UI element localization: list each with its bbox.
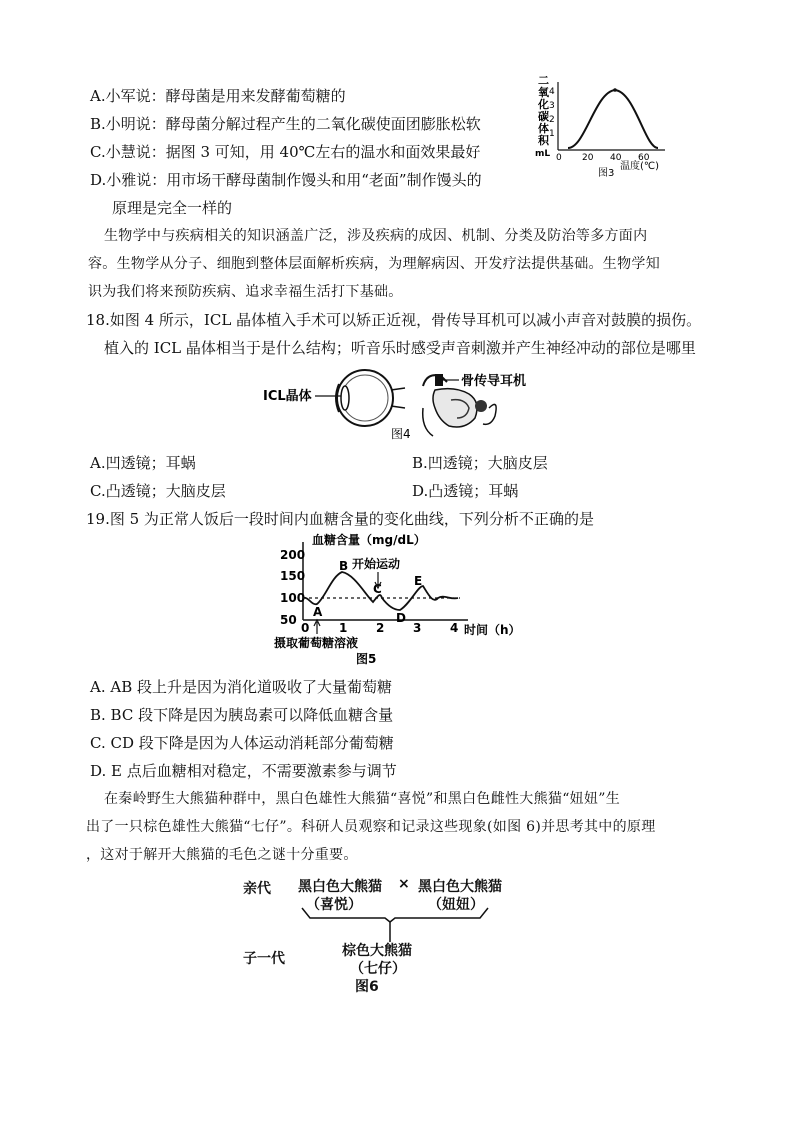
passage1-line2: 容。生物学从分子、细胞到整体层面解析疾病，为理解病因、开发疗法提供基础。生物学知 bbox=[88, 256, 660, 272]
fig6-father-name: （喜悦） bbox=[306, 897, 362, 913]
fig4-caption: 图4 bbox=[391, 427, 411, 441]
fig5-caption: 图5 bbox=[356, 652, 377, 666]
fig6-child-label: 子一代 bbox=[243, 951, 285, 967]
fig5-ytick-150: 150 bbox=[280, 569, 306, 583]
fig3-xtick-0: 0 bbox=[556, 153, 562, 163]
fig5-point-c: C bbox=[373, 582, 382, 596]
fig6-child-name: （七仔） bbox=[350, 961, 406, 977]
fig3-xtick-40: 40 bbox=[610, 153, 622, 163]
q18-option-b: B.凹透镜；大脑皮层 bbox=[412, 454, 548, 472]
fig3-caption: 图3 bbox=[598, 168, 615, 179]
passage2-line2: 出了一只棕色雄性大熊猫“七仔”。科研人员观察和记录这些现象(如图 6)并思考其中的原理 bbox=[86, 819, 656, 835]
fig5-point-d: D bbox=[396, 611, 406, 625]
fig4-label-icl: ICL晶体 bbox=[263, 389, 312, 404]
fig3-ytick-2: 2 bbox=[549, 115, 555, 125]
fig5-xtick-2: 2 bbox=[376, 621, 385, 635]
fig6-caption: 图6 bbox=[355, 979, 379, 995]
q18-option-a: A.凹透镜；耳蜗 bbox=[90, 454, 196, 472]
passage1-line1: 生物学中与疾病相关的知识涵盖广泛，涉及疾病的成因、机制、分类及防治等多方面内 bbox=[104, 228, 648, 244]
q17-option-a: A.小军说：酵母菌是用来发酵葡萄糖的 bbox=[90, 87, 346, 105]
figure-4-eye-ear bbox=[255, 368, 555, 443]
fig5-point-b: B bbox=[339, 559, 349, 573]
fig5-ytick-100: 100 bbox=[280, 591, 306, 605]
q17-option-c: C.小慧说：据图 3 可知，用 40℃左右的温水和面效果最好 bbox=[90, 143, 481, 161]
fig6-mother: 黑白色大熊猫 bbox=[418, 879, 502, 895]
fig3-ylabel-unit: mL bbox=[535, 149, 551, 159]
figure-3-co2-chart bbox=[530, 72, 690, 182]
fig5-xtick-0: 0 bbox=[301, 621, 310, 635]
q19-option-b: B. BC 段下降是因为胰岛素可以降低血糖含量 bbox=[90, 706, 394, 724]
fig5-annot-exercise: 开始运动 bbox=[352, 557, 401, 571]
fig6-father: 黑白色大熊猫 bbox=[298, 879, 382, 895]
q17-option-d: D.小雅说：用市场干酵母菌制作馒头和用“老面”制作馒头的 bbox=[90, 171, 482, 189]
q18-stem-line1: 18.如图 4 所示，ICL 晶体植入手术可以矫正近视，骨传导耳机可以减小声音对鼓膜的损伤。 bbox=[86, 311, 702, 329]
fig3-ytick-4: 4 bbox=[549, 87, 555, 97]
figure-5-blood-glucose-chart bbox=[270, 530, 530, 668]
fig5-point-e: E bbox=[414, 574, 423, 588]
fig3-curve bbox=[568, 90, 658, 148]
q17-option-d-cont: 原理是完全一样的 bbox=[112, 199, 233, 217]
fig5-xtick-3: 3 bbox=[413, 621, 422, 635]
q19-option-d: D. E 点后血糖相对稳定，不需要激素参与调节 bbox=[90, 762, 397, 780]
q18-option-d: D.凸透镜；耳蜗 bbox=[412, 482, 519, 500]
fig6-parent-label: 亲代 bbox=[243, 881, 271, 897]
fig3-ylabel-c6: 积 bbox=[538, 134, 549, 147]
fig6-mother-name: （妞妞） bbox=[428, 897, 484, 913]
q19-option-a: A. AB 段上升是因为消化道吸收了大量葡萄糖 bbox=[90, 678, 392, 696]
fig3-ylabel-c2: 氧 bbox=[538, 86, 549, 99]
fig3-ylabel-c5: 体 bbox=[538, 122, 549, 135]
fig5-ytick-200: 200 bbox=[280, 548, 306, 562]
fig3-ylabel-c1: 二 bbox=[538, 74, 549, 87]
q17-option-b: B.小明说：酵母菌分解过程产生的二氧化碳使面团膨胀松软 bbox=[90, 115, 481, 133]
fig5-point-a: A bbox=[313, 605, 323, 619]
fig3-xtick-60: 60 bbox=[638, 153, 650, 163]
q19-stem: 19.图 5 为正常人饭后一段时间内血糖含量的变化曲线，下列分析不正确的是 bbox=[86, 510, 594, 528]
passage2-line1: 在秦岭野生大熊猫种群中，黑白色雄性大熊猫“喜悦”和黑白色雌性大熊猫“妞妞”生 bbox=[104, 791, 621, 807]
fig5-xlabel: 时间（h） bbox=[464, 623, 521, 637]
passage2-line3: ，这对于解开大熊猫的毛色之谜十分重要。 bbox=[86, 847, 358, 863]
fig4-label-earphone: 骨传导耳机 bbox=[461, 374, 527, 389]
fig3-peak-point bbox=[613, 88, 617, 92]
q19-option-c: C. CD 段下降是因为人体运动消耗部分葡萄糖 bbox=[90, 734, 394, 752]
fig6-child: 棕色大熊猫 bbox=[342, 943, 412, 959]
fig3-xlabel: 温度(℃) bbox=[620, 161, 660, 172]
eye-icon bbox=[336, 370, 405, 426]
fig3-xtick-20: 20 bbox=[582, 153, 594, 163]
fig5-annot-glucose: 摄取葡萄糖溶液 bbox=[274, 636, 359, 650]
fig3-ylabel-c3: 化 bbox=[538, 98, 549, 111]
fig3-ylabel-c4: 碳 bbox=[538, 110, 549, 123]
fig6-cross: × bbox=[398, 876, 410, 892]
fig3-ytick-3: 3 bbox=[549, 101, 555, 111]
fig5-ylabel: 血糖含量（mg/dL） bbox=[312, 533, 426, 547]
fig3-ytick-1: 1 bbox=[549, 129, 555, 139]
q18-option-c: C.凸透镜；大脑皮层 bbox=[90, 482, 226, 500]
fig5-xtick-1: 1 bbox=[339, 621, 348, 635]
fig5-ytick-50: 50 bbox=[280, 613, 297, 627]
fig5-xtick-4: 4 bbox=[450, 621, 459, 635]
q18-stem-line2: 植入的 ICL 晶体相当于是什么结构；听音乐时感受声音刺激并产生神经冲动的部位是哪里 bbox=[104, 339, 696, 357]
passage1-line3: 识为我们将来预防疾病、追求幸福生活打下基础。 bbox=[88, 284, 403, 300]
